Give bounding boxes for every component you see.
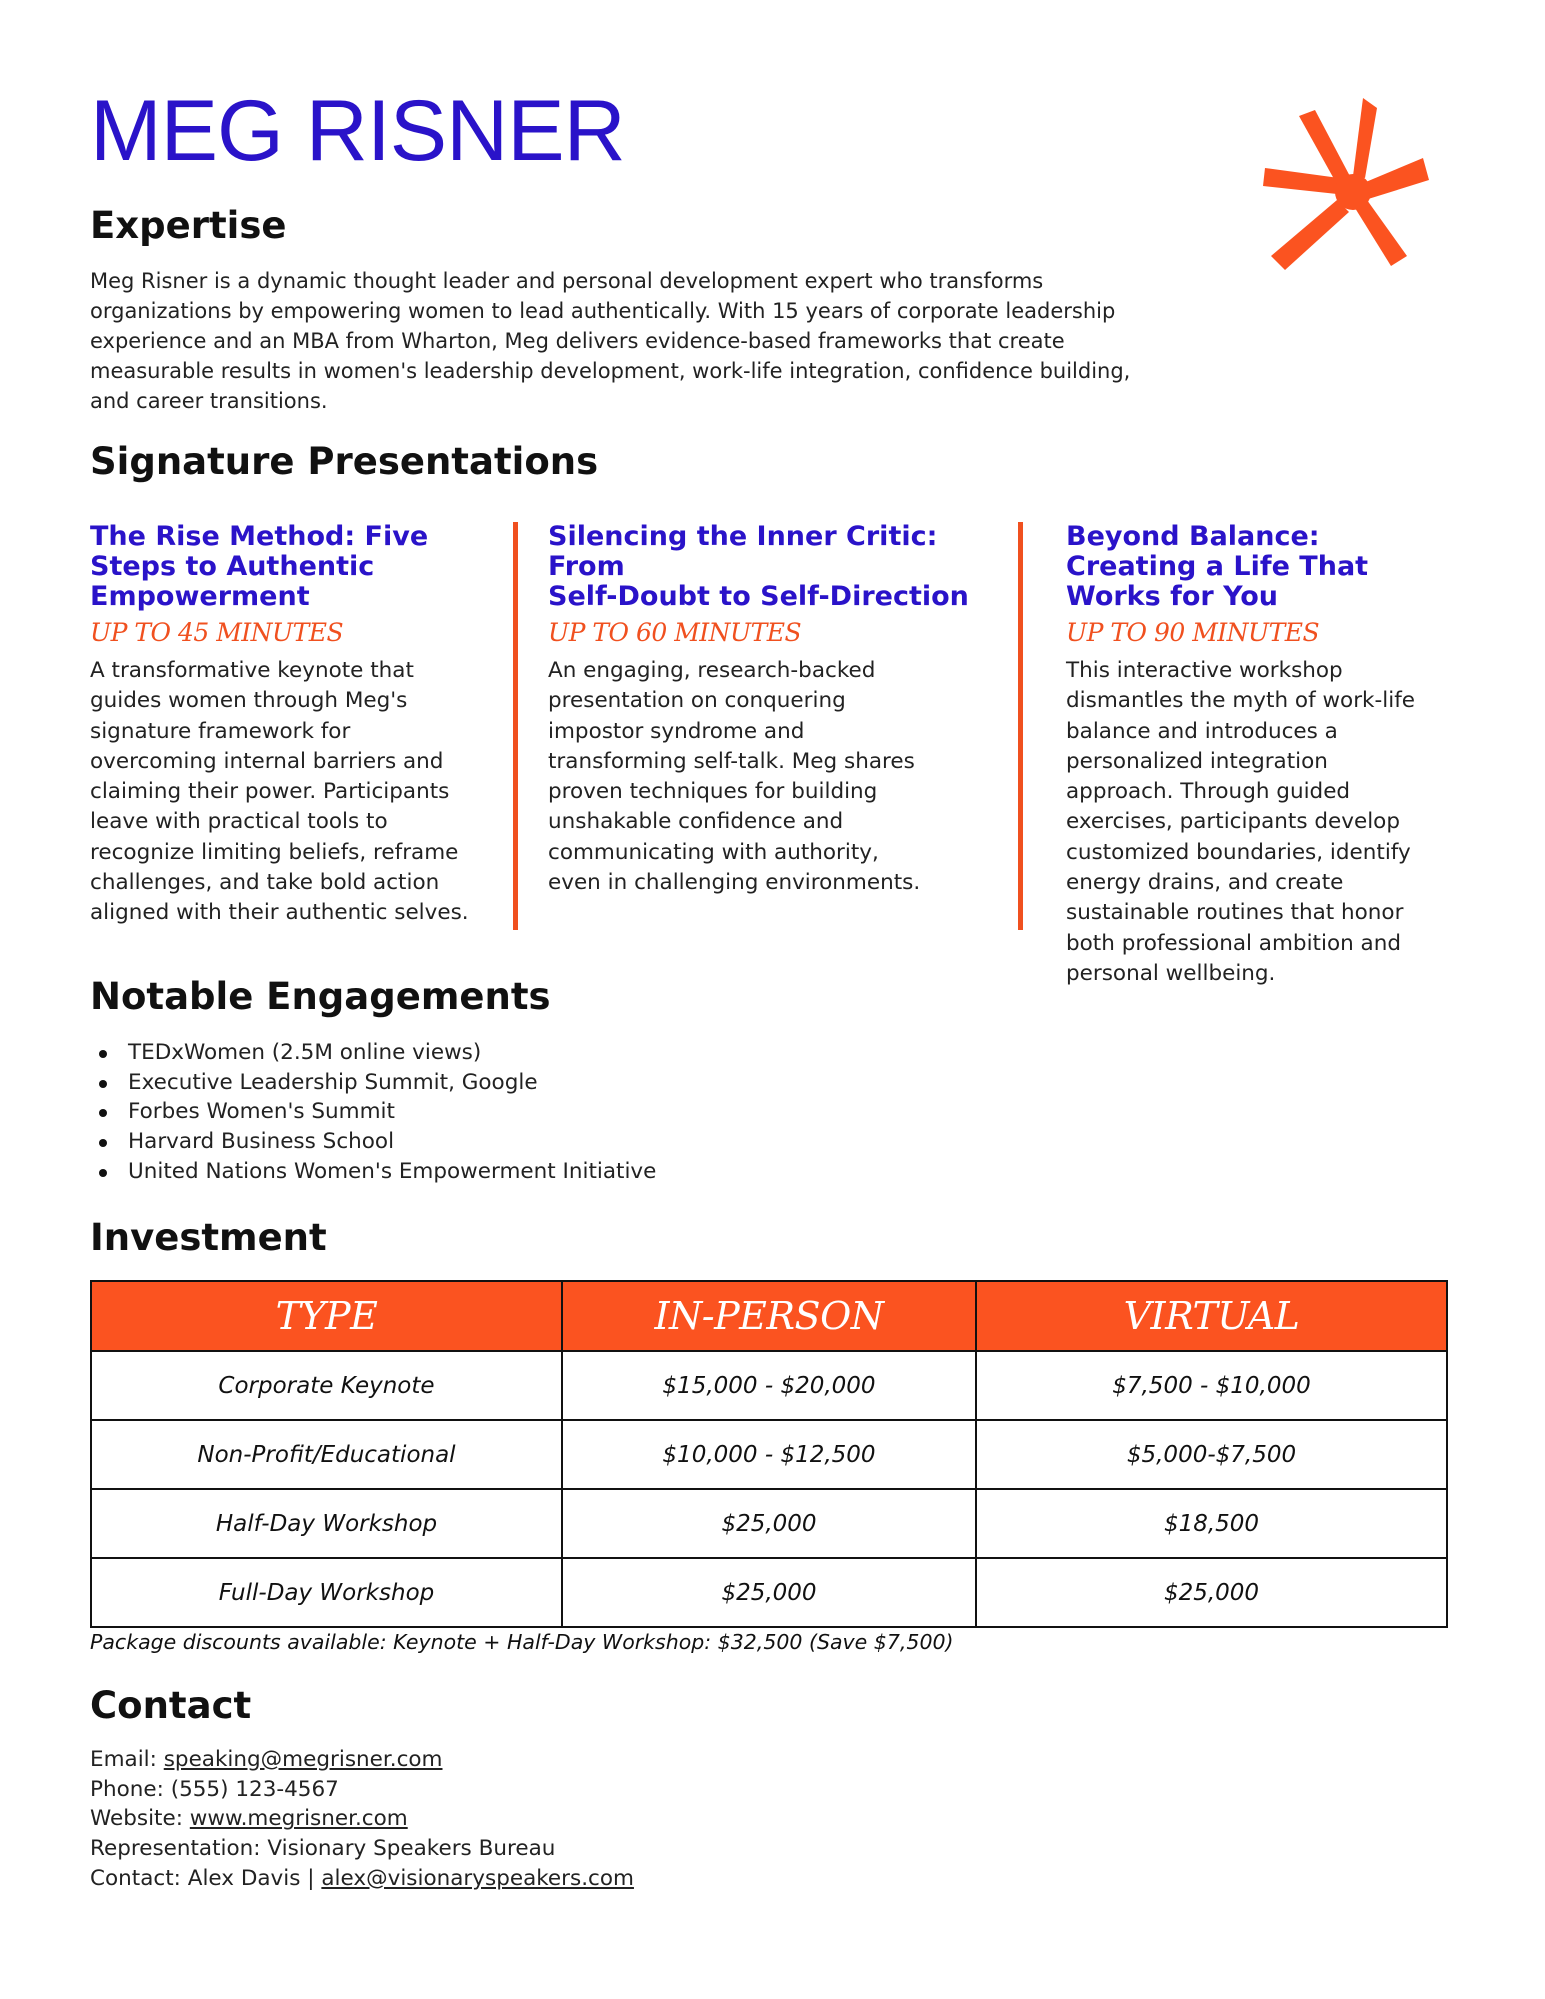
column-header-type: TYPE (91, 1281, 562, 1351)
description-line: exercises, participants develop (1066, 809, 1400, 835)
list-item: Executive Leadership Summit, Google (90, 1068, 656, 1098)
description-line: communicating with authority, (548, 839, 879, 865)
presentation-title-line: Self-Doubt to Self-Direction (548, 581, 969, 612)
description-line: claiming their power. Participants (90, 779, 450, 805)
table-cell: $25,000 (562, 1558, 976, 1627)
contact-website-label: Website: (90, 1806, 190, 1832)
presentations-heading: Signature Presentations (90, 440, 599, 483)
presentation-duration: UP TO 90 MINUTES (1066, 618, 1320, 647)
presentation-duration: UP TO 60 MINUTES (548, 618, 802, 647)
table-cell: $15,000 - $20,000 (562, 1351, 976, 1420)
list-item: United Nations Women's Empowerment Initiative (90, 1157, 656, 1187)
expertise-line: measurable results in women's leadership development, work-life integration, confidence building, (90, 359, 1131, 383)
description-line: guides women through Meg's (90, 688, 408, 714)
description-line: This interactive workshop (1066, 658, 1343, 683)
contact-email-line (90, 1745, 634, 1775)
table-cell: $5,000-$7,500 (976, 1420, 1447, 1489)
engagements-heading: Notable Engagements (90, 975, 551, 1018)
presentation-title-line: Steps to Authentic (90, 551, 375, 582)
contact-heading: Contact (90, 1684, 252, 1727)
table-cell: $7,500 - $10,000 (976, 1351, 1447, 1420)
expertise-line: organizations by empowering women to lead authentically. With 15 years of corporate leadership (90, 299, 1116, 323)
description-line: overcoming internal barriers and (90, 748, 444, 774)
investment-table (90, 1280, 1448, 1628)
description-line: signature framework for (90, 718, 351, 744)
description-line: both professional ambition and (1066, 930, 1402, 956)
description-line: presentation on conquering (548, 688, 846, 714)
description-line: impostor syndrome and (548, 718, 805, 744)
presentation-title (548, 522, 1018, 612)
description-line: personalized integration (1066, 748, 1328, 774)
presentation-title-line: Empowerment (90, 581, 310, 612)
contact-website-line (90, 1804, 634, 1834)
description-line: customized boundaries, identify (1066, 839, 1411, 865)
agent-name: Alex Davis | (187, 1865, 322, 1891)
description-line: A transformative keynote that (90, 658, 414, 683)
column-header-in-person: IN-PERSON (562, 1281, 976, 1351)
description-line: challenges, and take bold action (90, 870, 440, 896)
website-link[interactable]: www.megrisner.com (189, 1806, 408, 1832)
presentation-title-line: Silencing the Inner Critic: From (548, 521, 938, 582)
phone-number: (555) 123-4567 (170, 1776, 339, 1802)
contact-email-label: Email: (90, 1747, 164, 1772)
presentation-column (90, 522, 490, 929)
description-line: energy drains, and create (1066, 870, 1344, 896)
contact-agent-line (90, 1864, 634, 1894)
expertise-paragraph (90, 266, 1130, 416)
table-header-row (91, 1281, 1447, 1351)
contact-representation-label: Representation: (90, 1836, 268, 1862)
presentation-description (548, 656, 1018, 898)
presentation-column (1066, 522, 1446, 989)
presentation-title-line: Works for You (1066, 581, 1278, 612)
contact-details (90, 1745, 634, 1894)
description-line: leave with practical tools to (90, 809, 388, 835)
expertise-heading: Expertise (90, 204, 287, 247)
description-line: An engaging, research-backed (548, 658, 876, 683)
description-line: sustainable routines that honor (1066, 900, 1404, 926)
description-line: even in challenging environments. (548, 870, 921, 896)
column-divider (513, 522, 518, 930)
description-line: approach. Through guided (1066, 779, 1351, 805)
table-row (91, 1351, 1447, 1420)
presentation-description (1066, 656, 1446, 989)
representation-value: Visionary Speakers Bureau (267, 1836, 556, 1862)
contact-phone-line (90, 1775, 634, 1805)
table-cell: Non-Profit/Educational (91, 1420, 562, 1489)
asterisk-icon (1255, 88, 1455, 293)
table-cell: $25,000 (976, 1558, 1447, 1627)
expertise-line: and career transitions. (90, 389, 328, 413)
presentation-title (1066, 522, 1446, 612)
description-line: proven techniques for building (548, 779, 878, 805)
description-line: transforming self-talk. Meg shares (548, 748, 915, 774)
presentation-description (90, 656, 490, 929)
list-item: TEDxWomen (2.5M online views) (90, 1038, 656, 1068)
presentation-title-line: Beyond Balance: (1066, 521, 1320, 552)
presentation-title (90, 522, 490, 612)
table-cell: Half-Day Workshop (91, 1489, 562, 1558)
description-line: aligned with their authentic selves. (90, 900, 469, 926)
engagements-list (90, 1038, 656, 1187)
email-link[interactable]: speaking@megrisner.com (163, 1747, 443, 1772)
description-line: balance and introduces a (1066, 718, 1338, 744)
presentation-title-line: The Rise Method: Five (90, 521, 429, 552)
list-item: Forbes Women's Summit (90, 1097, 656, 1127)
contact-agent-label: Contact: (90, 1865, 188, 1891)
description-line: recognize limiting beliefs, reframe (90, 839, 459, 865)
table-row (91, 1558, 1447, 1627)
contact-representation-line (90, 1834, 634, 1864)
presentation-column (548, 522, 1018, 898)
speaker-name: MEG RISNER (90, 83, 625, 179)
table-cell: Corporate Keynote (91, 1351, 562, 1420)
table-cell: $25,000 (562, 1489, 976, 1558)
agent-email-link[interactable]: alex@visionaryspeakers.com (321, 1865, 634, 1891)
presentation-duration: UP TO 45 MINUTES (90, 618, 344, 647)
description-line: personal wellbeing. (1066, 960, 1276, 986)
column-divider (1018, 522, 1023, 930)
description-line: unshakable confidence and (548, 809, 844, 835)
expertise-line: experience and an MBA from Wharton, Meg delivers evidence-based frameworks that create (90, 329, 1065, 353)
table-row (91, 1489, 1447, 1558)
contact-phone-label: Phone: (90, 1776, 171, 1802)
description-line: dismantles the myth of work-life (1066, 688, 1415, 714)
list-item: Harvard Business School (90, 1127, 656, 1157)
investment-heading: Investment (90, 1216, 327, 1259)
table-cell: $10,000 - $12,500 (562, 1420, 976, 1489)
column-header-virtual: VIRTUAL (976, 1281, 1447, 1351)
table-cell: Full-Day Workshop (91, 1558, 562, 1627)
table-cell: $18,500 (976, 1489, 1447, 1558)
package-discount-note: Package discounts available: Keynote + Half-Day Workshop: $32,500 (Save $7,500) (90, 1630, 954, 1654)
expertise-line: Meg Risner is a dynamic thought leader and personal development expert who transforms (90, 269, 1044, 293)
table-row (91, 1420, 1447, 1489)
presentation-title-line: Creating a Life That (1066, 551, 1369, 582)
